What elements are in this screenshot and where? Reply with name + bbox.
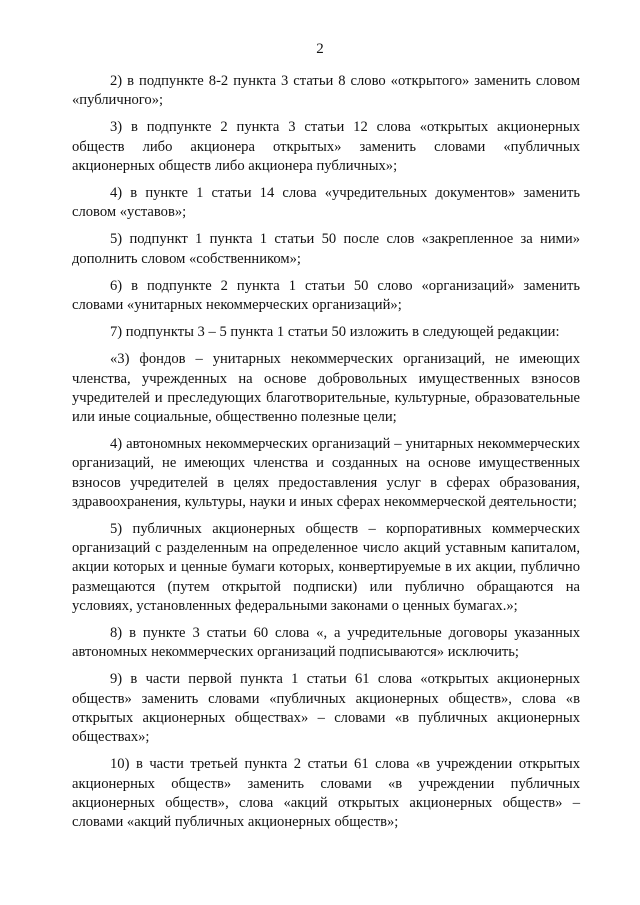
paragraph-item-6: 6) в подпункте 2 пункта 1 статьи 50 слово «организаций» заменить словами «унитарных некоммерческих организаций»;: [72, 277, 580, 314]
quoted-subitem-4: 4) автономных некоммерческих организаций – унитарных некоммерческих организаций, не имеющих членства и созданных на основе имущественных взносов учредителей в целях предоставления услуг в сферах образования, здравоохранения, культуры, науки и иных сферах некоммерческой деятельности;: [72, 436, 580, 510]
paragraph-item-7: 7) подпункты 3 – 5 пункта 1 статьи 50 изложить в следующей редакции:: [110, 324, 560, 341]
document-body: [72, 72, 580, 840]
paragraph-item-9: 9) в части первой пункта 1 статьи 61 слова «открытых акционерных обществ» заменить словами «публичных акционерных обществ», слова «в открытых акционерных обществах» – словами «в публичных акционерных обществах»;: [72, 671, 580, 746]
page-number: 2: [316, 41, 324, 57]
paragraph-item-8: 8) в пункте 3 статьи 60 слова «, а учредительные договоры указанных автономных некоммерческих организаций подписываются» исключить;: [72, 625, 580, 661]
paragraph-item-3: 3) в подпункте 2 пункта 3 статьи 12 слова «открытых акционерных обществ либо акционера открытых» заменить словами «публичных акционерных обществ либо акционера публичных»;: [72, 119, 580, 174]
paragraph-item-4: 4) в пункте 1 статьи 14 слова «учредительных документов» заменить словом «уставов»;: [72, 185, 580, 221]
paragraph-item-2: 2) в подпункте 8-2 пункта 3 статьи 8 слово «открытого» заменить словом «публичного»;: [72, 73, 580, 109]
paragraph-item-10: 10) в части третьей пункта 2 статьи 61 слова «в учреждении открытых акционерных обществ» заменить словами «в учреждении публичных акционерных обществ», слова «акций открытых акционерных обществ» – словами «акций публичных акционерных обществ»;: [72, 756, 580, 830]
paragraph-item-5: 5) подпункт 1 пункта 1 статьи 50 после слов «закрепленное за ними» дополнить словом «собственником»;: [72, 231, 580, 267]
quoted-subitem-5: 5) публичных акционерных обществ – корпоративных коммерческих организаций с разделенным на определенное число акций уставным капиталом, акции которых и ценные бумаги которых, конвертируемые в их акции, публично размещаются (путем открытой подписки) или публично обращаются на условиях, установленных федеральными законами о ценных бумагах.»;: [72, 521, 580, 614]
quoted-subitem-3: «3) фондов – унитарных некоммерческих организаций, не имеющих членства, учрежденных на основе добровольных имущественных взносов учредителей и преследующих благотворительные, культурные, образовательные или иные социальные, общественно полезные цели;: [72, 351, 580, 426]
